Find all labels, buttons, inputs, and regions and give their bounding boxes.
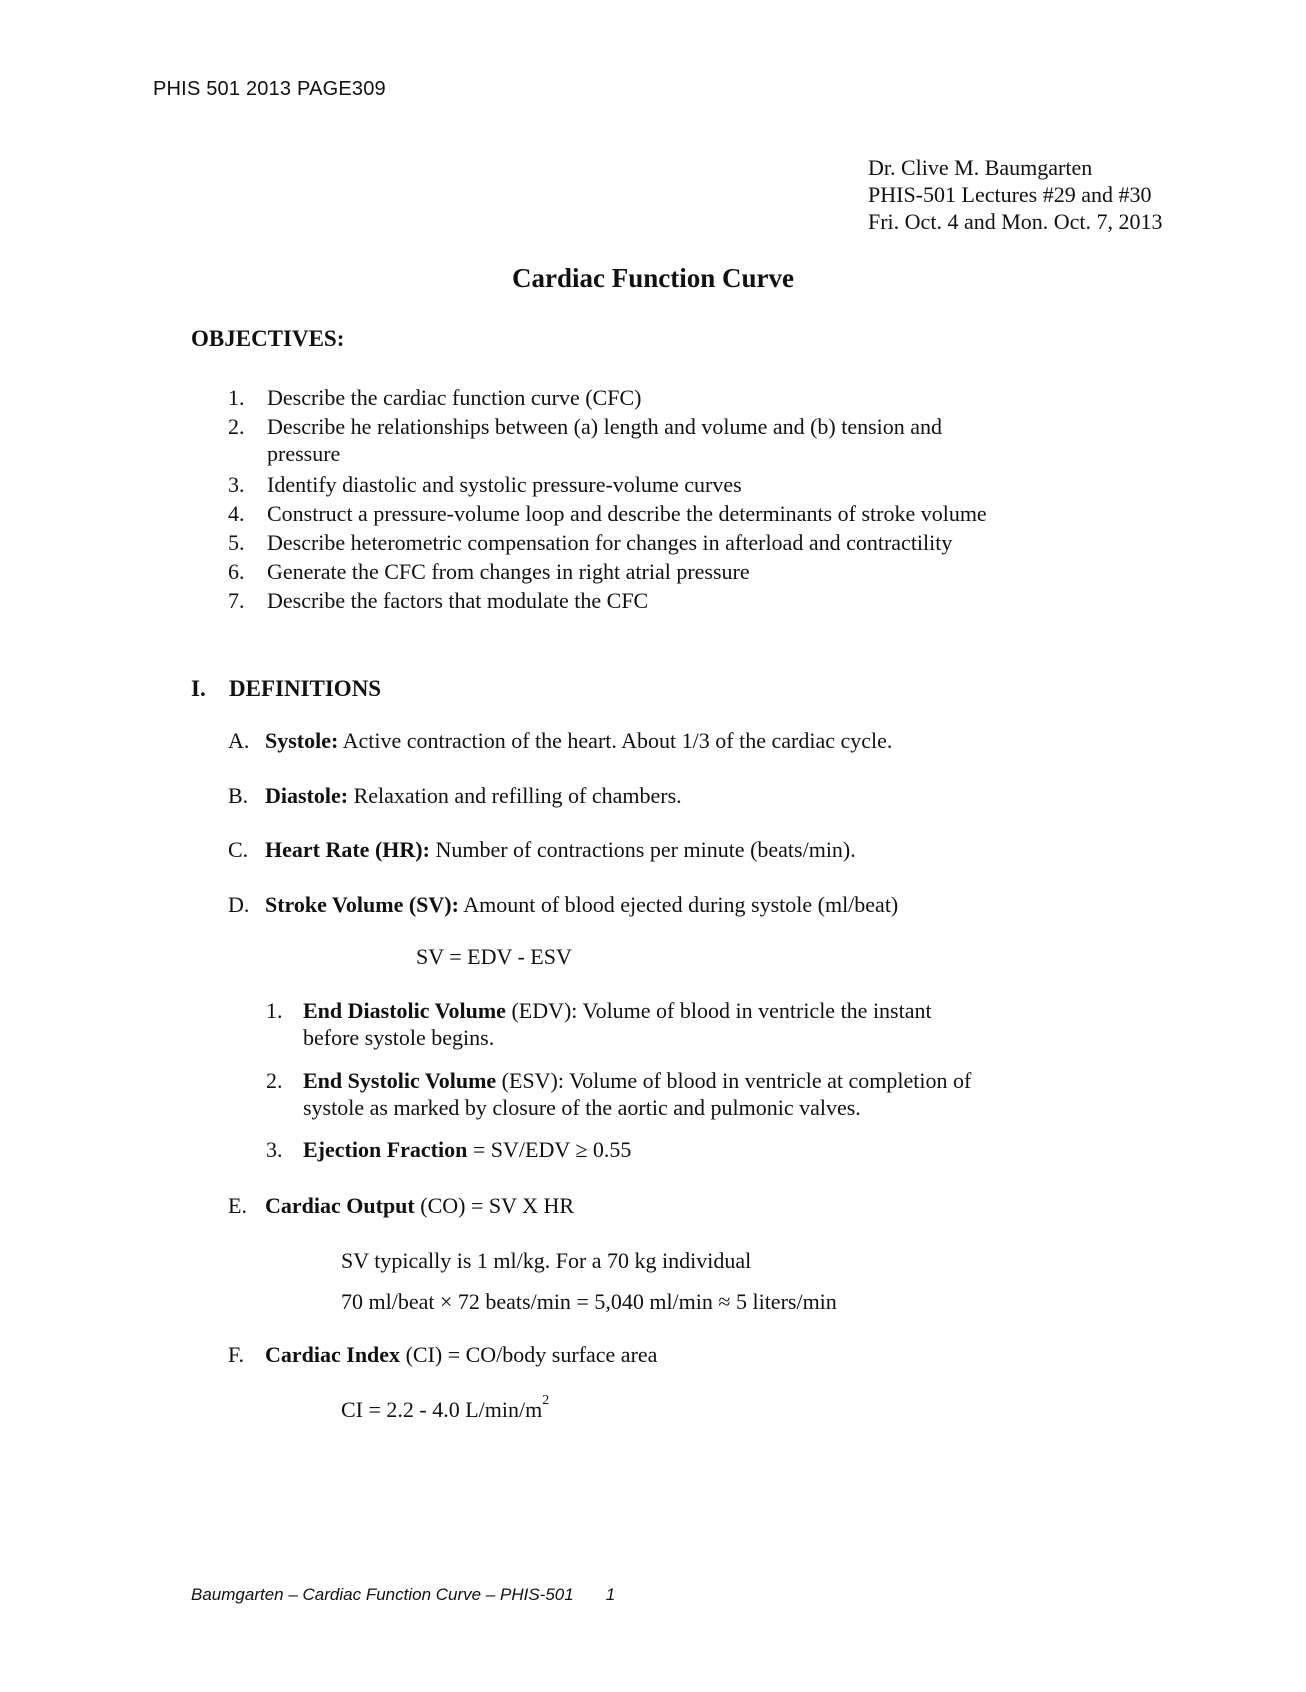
page-footer — [191, 1585, 615, 1605]
objectives-heading: OBJECTIVES: — [191, 326, 345, 351]
subitem-text: = SV/EDV ≥ 0.55 — [467, 1137, 632, 1162]
definition-letter: E. — [228, 1193, 247, 1218]
definition-body — [265, 782, 682, 809]
definition-body — [265, 1341, 657, 1368]
item-text: Describe heterometric compensation for changes in afterload and contractility — [267, 530, 953, 555]
section-heading — [191, 676, 381, 702]
definition-term: Cardiac Output — [265, 1193, 415, 1218]
item-number: 5. — [228, 530, 245, 555]
definition-term: Stroke Volume (SV): — [265, 892, 459, 917]
definition-text: Active contraction of the heart. About 1/3 of the cardiac cycle. — [338, 728, 893, 753]
item-number: 2. — [228, 414, 245, 439]
subitem-number: 1. — [266, 998, 283, 1023]
definition-letter: D. — [228, 892, 250, 917]
item-number: 4. — [228, 501, 245, 526]
item-number: 3. — [228, 472, 245, 497]
cardiac-index-formula — [341, 1393, 550, 1423]
list-item — [228, 586, 1128, 615]
list-item — [228, 557, 1128, 586]
definition-letter: B. — [228, 783, 249, 808]
definition-stroke-volume — [228, 891, 1128, 919]
subitem-term: End Diastolic Volume — [303, 998, 506, 1023]
definition-cardiac-output — [228, 1192, 1128, 1220]
definition-term: Diastole: — [265, 783, 349, 808]
objectives-list — [228, 383, 1128, 615]
definition-letter: F. — [228, 1342, 244, 1367]
cardiac-index-formula-text: CI = 2.2 - 4.0 L/min/m — [341, 1397, 543, 1422]
definition-letter: C. — [228, 837, 249, 862]
squared-superscript: 2 — [542, 1393, 550, 1408]
section-number: I. — [191, 676, 206, 701]
item-text: Describe the factors that modulate the CFC — [267, 588, 649, 613]
definition-term: Heart Rate (HR): — [265, 837, 430, 862]
stroke-volume-formula: SV = EDV - ESV — [416, 944, 572, 969]
subitem-text-continued: before systole begins. — [303, 1025, 495, 1050]
subdefinition-esv — [266, 1067, 1086, 1123]
item-text: Describe he relationships between (a) length and volume and (b) tension and — [267, 414, 943, 439]
subitem-number: 3. — [266, 1137, 283, 1162]
list-item — [228, 470, 1128, 499]
subitem-term: End Systolic Volume — [303, 1068, 497, 1093]
definition-text: Number of contractions per minute (beats/min). — [429, 837, 856, 862]
item-number: 6. — [228, 559, 245, 584]
definition-term: Cardiac Index — [265, 1342, 401, 1367]
subitem-text: (ESV): Volume of blood in ventricle at completion of — [496, 1068, 972, 1093]
section-title: DEFINITIONS — [229, 676, 382, 701]
subdefinition-edv — [266, 997, 1086, 1053]
definition-body — [265, 891, 898, 918]
subitem-body — [303, 997, 932, 1024]
author-name: Dr. Clive M. Baumgarten — [868, 155, 1093, 180]
list-item — [228, 528, 1128, 557]
author-block — [868, 154, 1163, 235]
item-text: Describe the cardiac function curve (CFC) — [267, 385, 642, 410]
item-number: 1. — [228, 385, 245, 410]
definition-term: Systole: — [265, 728, 339, 753]
definition-text: (CO) = SV X HR — [414, 1193, 575, 1218]
definition-text: Amount of blood ejected during systole (ml/beat) — [458, 892, 899, 917]
definition-cardiac-index — [228, 1341, 1128, 1369]
definition-body — [265, 727, 892, 754]
list-item — [228, 383, 1128, 412]
running-header: PHIS 501 2013 PAGE309 — [153, 78, 386, 100]
item-text: Construct a pressure-volume loop and describe the determinants of stroke volume — [267, 501, 987, 526]
subitem-number: 2. — [266, 1068, 283, 1093]
definition-systole — [228, 727, 1128, 755]
document-title: Cardiac Function Curve — [512, 263, 794, 293]
definition-text: (CI) = CO/body surface area — [400, 1342, 658, 1367]
definition-body — [265, 1192, 574, 1219]
list-item — [228, 412, 1128, 470]
item-text: Identify diastolic and systolic pressure-volume curves — [267, 472, 742, 497]
subdefinition-ejection-fraction — [266, 1136, 1086, 1164]
definition-letter: A. — [228, 728, 250, 753]
lecture-dates: Fri. Oct. 4 and Mon. Oct. 7, 2013 — [868, 209, 1163, 234]
subitem-term: Ejection Fraction — [303, 1137, 468, 1162]
definition-heart-rate — [228, 836, 1128, 864]
definition-text: Relaxation and refilling of chambers. — [348, 783, 682, 808]
subitem-text-continued: systole as marked by closure of the aortic and pulmonic valves. — [303, 1095, 861, 1120]
list-item — [228, 499, 1128, 528]
subitem-body — [303, 1136, 631, 1163]
course-lectures: PHIS-501 Lectures #29 and #30 — [868, 182, 1152, 207]
footer-text: Baumgarten – Cardiac Function Curve – PHIS-501 — [191, 1585, 574, 1604]
subitem-body — [303, 1067, 971, 1094]
item-text: Generate the CFC from changes in right atrial pressure — [267, 559, 750, 584]
page-number: 1 — [605, 1585, 616, 1604]
subitem-text: (EDV): Volume of blood in ventricle the instant — [505, 998, 932, 1023]
cardiac-output-calculation: 70 ml/beat × 72 beats/min = 5,040 ml/min ≈ 5 liters/min — [341, 1289, 837, 1314]
item-number: 7. — [228, 588, 245, 613]
definition-body — [265, 836, 856, 863]
item-text-continued: pressure — [267, 441, 341, 466]
cardiac-output-note: SV typically is 1 ml/kg. For a 70 kg individual — [341, 1248, 752, 1273]
definition-diastole — [228, 782, 1128, 810]
